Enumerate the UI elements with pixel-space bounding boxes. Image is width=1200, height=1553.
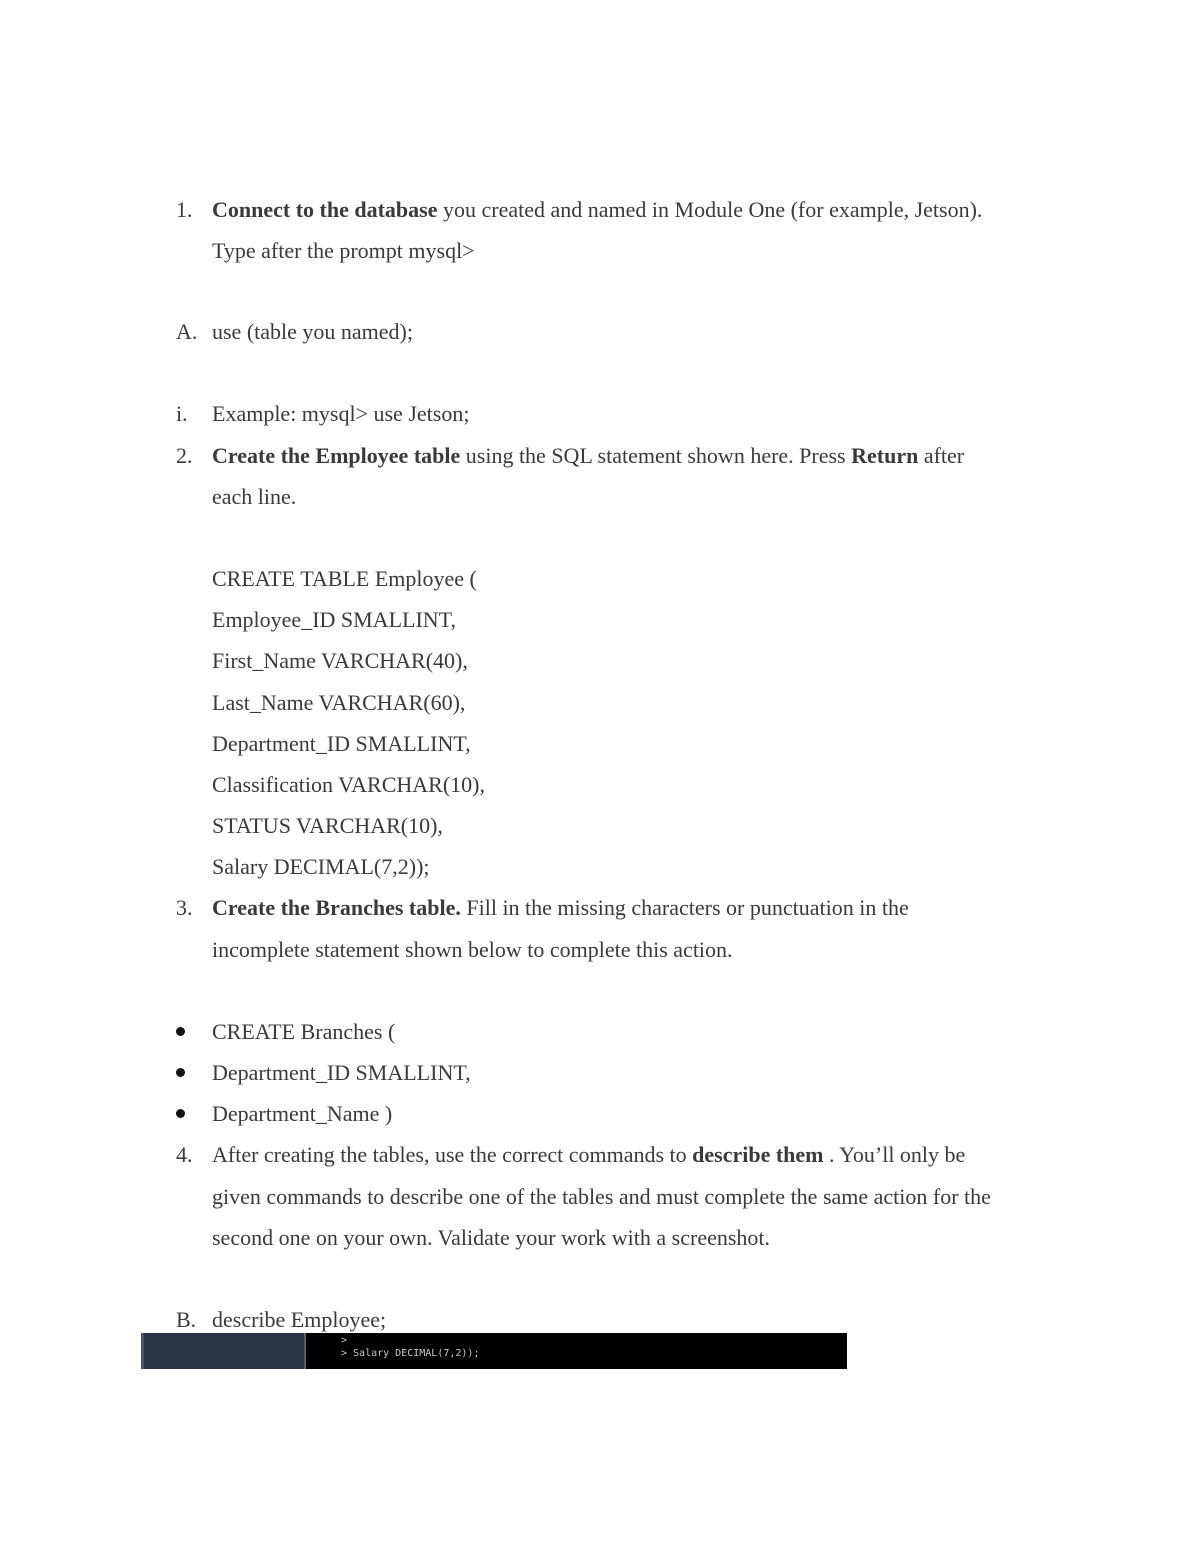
terminal-screenshot xyxy=(141,1333,847,1369)
item-3-line-1 xyxy=(212,894,909,922)
item-2-text: using the SQL statement shown here. Press xyxy=(460,443,852,468)
item-1-marker: 1. xyxy=(176,197,193,222)
sql-line: Department_ID SMALLINT, xyxy=(212,731,471,756)
item-4-line-1 xyxy=(212,1141,965,1169)
item-2-bold: Create the Employee table xyxy=(212,443,461,468)
bullet-icon xyxy=(176,1109,185,1118)
item-3-marker: 3. xyxy=(176,895,193,920)
item-4-bold: describe them xyxy=(692,1142,824,1167)
bullet-icon xyxy=(176,1027,185,1036)
item-1-line-1 xyxy=(212,196,982,224)
item-4-line-3: second one on your own. Validate your work with a screenshot. xyxy=(212,1225,771,1250)
item-3-line-2: incomplete statement shown below to complete this action. xyxy=(212,937,733,962)
bullet-item: CREATE Branches ( xyxy=(212,1019,396,1044)
item-4-marker: 4. xyxy=(176,1142,193,1167)
sql-line: Last_Name VARCHAR(60), xyxy=(212,690,466,715)
item-3-bold: Create the Branches table. xyxy=(212,895,461,920)
item-4-line-2: given commands to describe one of the tables and must complete the same action for the xyxy=(212,1184,991,1209)
item-4-text: After creating the tables, use the correct commands to xyxy=(212,1142,693,1167)
item-a-marker: A. xyxy=(176,319,198,344)
item-b-marker: B. xyxy=(176,1307,197,1332)
terminal-line: > xyxy=(341,1335,348,1346)
bullet-item: Department_Name ) xyxy=(212,1101,393,1126)
screenshot-side-panel xyxy=(141,1333,306,1369)
item-i-marker: i. xyxy=(176,401,188,426)
sql-line: Salary DECIMAL(7,2)); xyxy=(212,854,430,879)
sql-line: STATUS VARCHAR(10), xyxy=(212,813,443,838)
sql-line: First_Name VARCHAR(40), xyxy=(212,648,468,673)
item-2-marker: 2. xyxy=(176,443,193,468)
item-1-text: you created and named in Module One (for example, Jetson). xyxy=(437,197,983,222)
sql-line: Classification VARCHAR(10), xyxy=(212,772,485,797)
item-i-text: Example: mysql> use Jetson; xyxy=(212,401,470,426)
sql-line: CREATE TABLE Employee ( xyxy=(212,566,477,591)
screenshot-edge xyxy=(141,1333,144,1369)
item-b-text: describe Employee; xyxy=(212,1307,387,1332)
terminal-line: > Salary DECIMAL(7,2)); xyxy=(341,1348,480,1359)
item-2-line-1 xyxy=(212,442,964,470)
item-2-bold-return: Return xyxy=(851,443,919,468)
item-4-text-after: . You’ll only be xyxy=(823,1142,966,1167)
item-3-text: Fill in the missing characters or punctuation in the xyxy=(460,895,909,920)
item-2-line-2: each line. xyxy=(212,484,297,509)
bullet-icon xyxy=(176,1068,185,1077)
item-a-text: use (table you named); xyxy=(212,319,413,344)
item-2-text-after: after xyxy=(918,443,965,468)
item-1-bold: Connect to the database xyxy=(212,197,438,222)
bullet-item: Department_ID SMALLINT, xyxy=(212,1060,471,1085)
sql-line: Employee_ID SMALLINT, xyxy=(212,607,456,632)
item-1-line-2: Type after the prompt mysql> xyxy=(212,238,475,263)
